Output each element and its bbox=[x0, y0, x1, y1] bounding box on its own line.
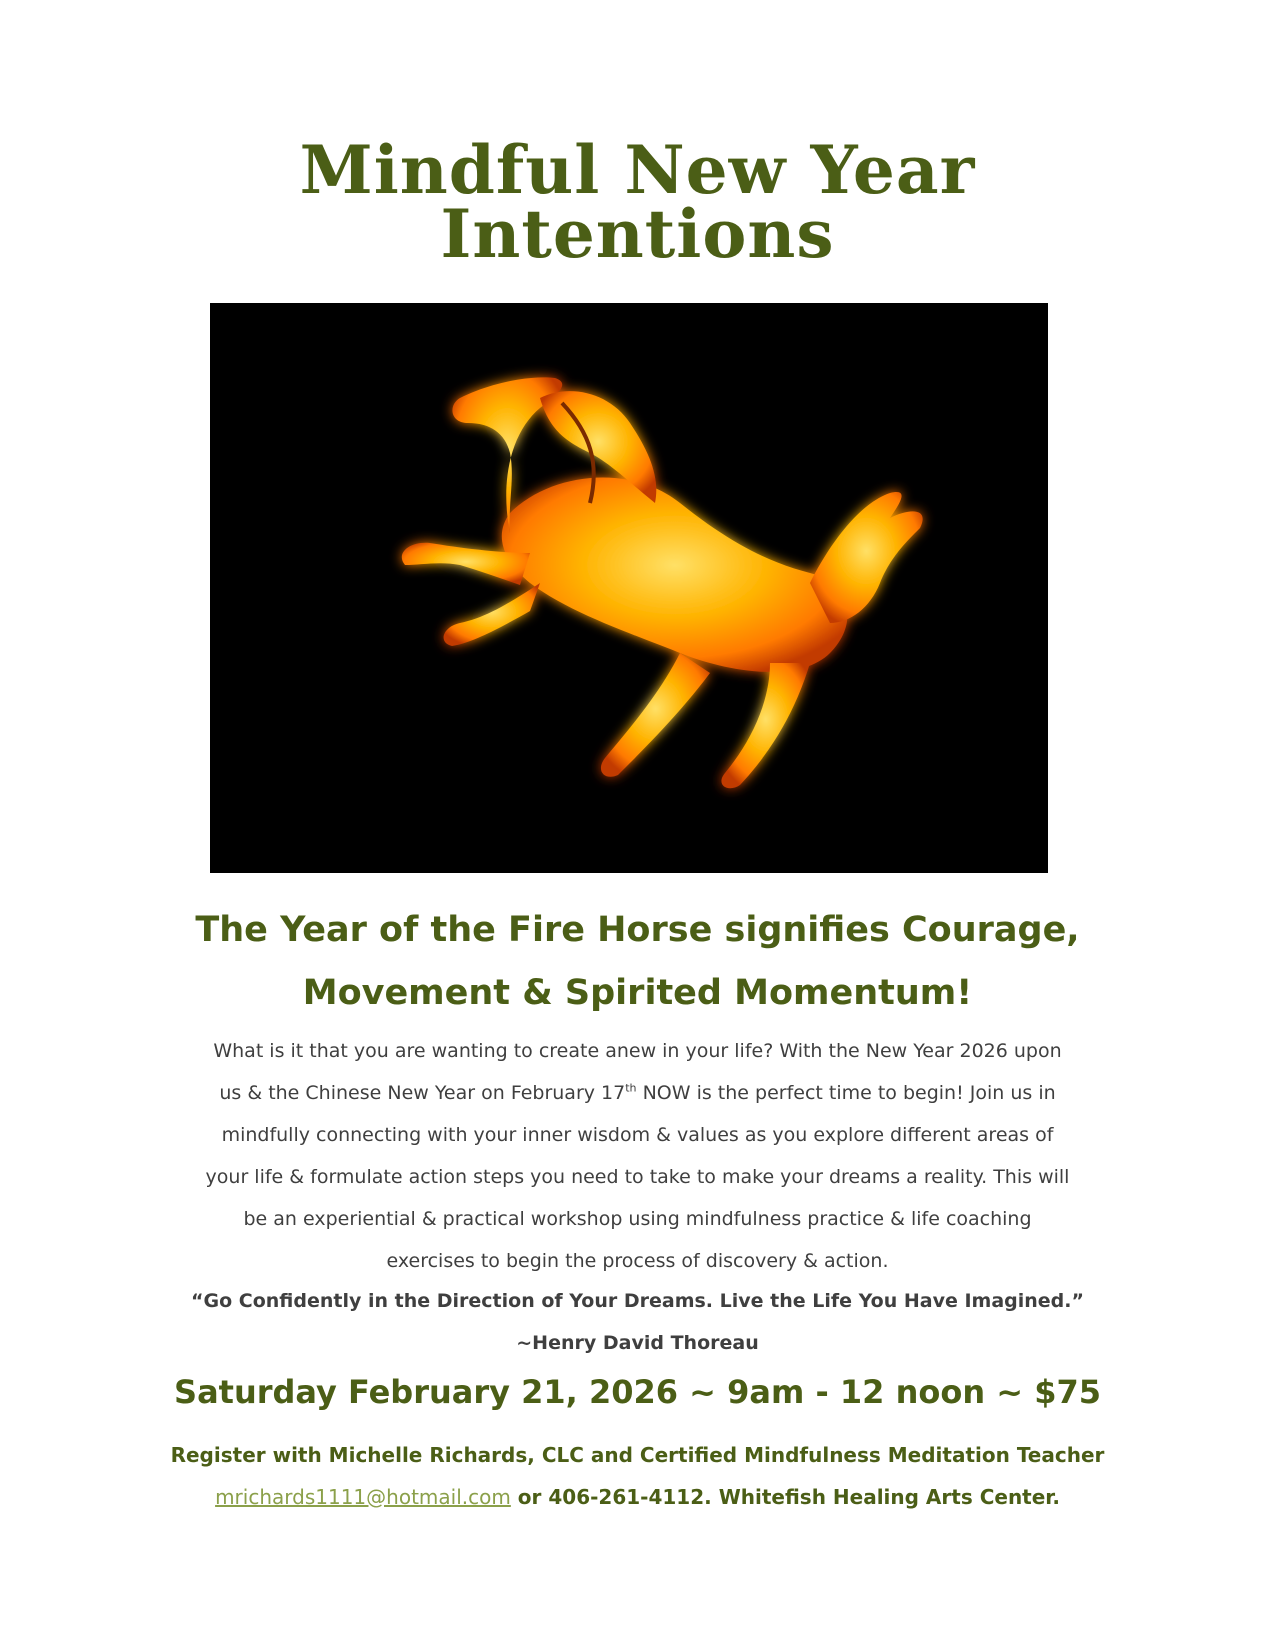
description-line: mindfully connecting with your inner wisdom & values as you explore different areas of bbox=[221, 1124, 1054, 1146]
description-text: NOW is the perfect time to begin! Join us in bbox=[636, 1082, 1056, 1104]
event-date-time-price: Saturday February 21, 2026 ~ 9am - 12 noon ~ $75 bbox=[174, 1373, 1101, 1411]
email-link[interactable]: mrichards1111@hotmail.com bbox=[215, 1485, 511, 1509]
title-line-2: Intentions bbox=[440, 195, 835, 273]
description-line: be an experiential & practical workshop using mindfulness practice & life coaching bbox=[243, 1208, 1032, 1230]
quote-text: “Go Confidently in the Direction of Your Dreams. Live the Life You Have Imagined.” bbox=[191, 1290, 1084, 1312]
page-title bbox=[0, 131, 1275, 273]
registration-contact bbox=[0, 1485, 1275, 1509]
description-line: your life & formulate action steps you need to take to make your dreams a reality. This will bbox=[205, 1166, 1070, 1188]
description-line: exercises to begin the process of discovery & action. bbox=[386, 1250, 889, 1272]
fire-horse-image bbox=[210, 303, 1048, 873]
title-line-1: Mindful New Year bbox=[299, 131, 976, 209]
description-line: What is it that you are wanting to create anew in your life? With the New Year 2026 upon bbox=[213, 1040, 1062, 1062]
description bbox=[205, 1030, 1070, 1282]
headline-line-2: Movement & Spirited Momentum! bbox=[302, 973, 973, 1013]
registration-info: Register with Michelle Richards, CLC and Certified Mindfulness Meditation Teacher bbox=[170, 1443, 1105, 1467]
description-line bbox=[205, 1072, 1070, 1114]
headline-line-1: The Year of the Fire Horse signifies Courage, bbox=[195, 910, 1080, 950]
contact-details: or 406-261-4112. Whitefish Healing Arts Center. bbox=[510, 1485, 1060, 1509]
description-text: us & the Chinese New Year on February 17 bbox=[219, 1082, 626, 1104]
quote-author: ~Henry David Thoreau bbox=[516, 1332, 759, 1354]
ordinal-suffix: th bbox=[625, 1081, 637, 1095]
